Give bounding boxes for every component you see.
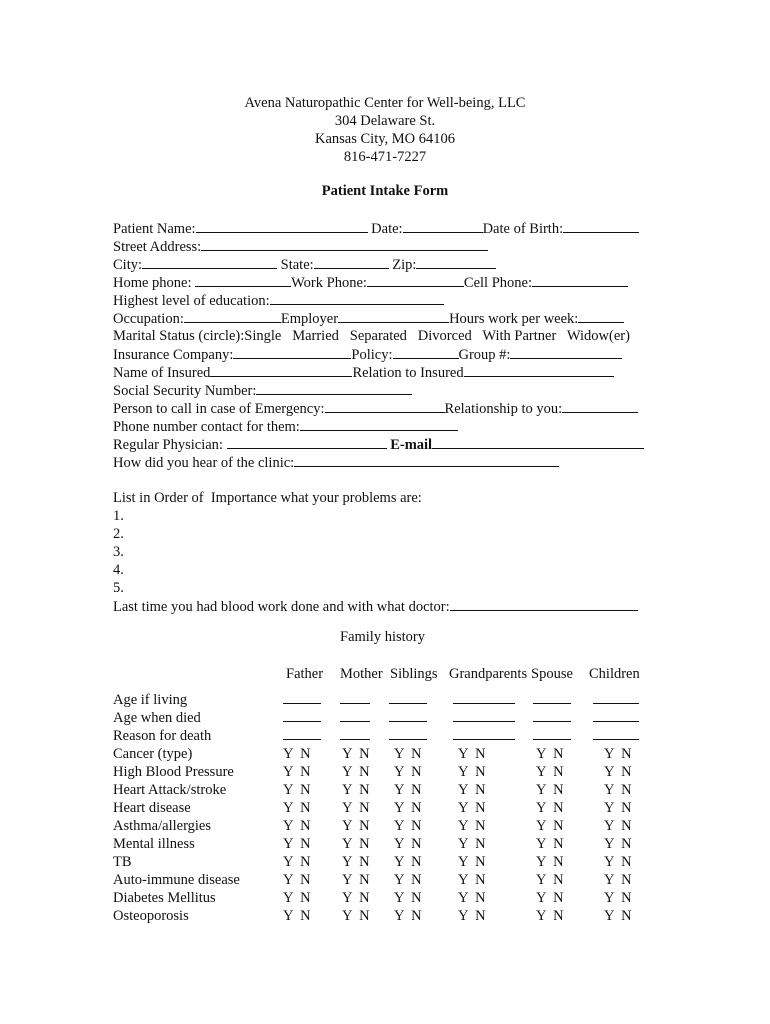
blank-field-children[interactable]: [593, 709, 639, 722]
form-title: Patient Intake Form: [321, 183, 449, 199]
yes-no-choice-siblings[interactable]: Y N: [394, 890, 422, 906]
relationship-label: Relationship to you:: [444, 401, 563, 417]
blank-field-children[interactable]: [593, 691, 639, 704]
education-field[interactable]: [270, 291, 444, 305]
yes-no-choice-mother[interactable]: Y N: [342, 746, 370, 762]
clinic-header: [0, 94, 770, 166]
yes-no-choice-father[interactable]: Y N: [283, 800, 311, 816]
column-header-children: Children: [589, 666, 640, 682]
ssn-row: [113, 381, 673, 399]
name-of-insured-label: Name of Insured: [113, 365, 211, 381]
column-header-grandparents: Grandparents: [449, 666, 528, 682]
yes-no-choice-spouse[interactable]: Y N: [536, 800, 564, 816]
date-label: Date:: [371, 221, 403, 237]
row-label: Heart Attack/stroke: [113, 782, 227, 798]
blank-field-siblings[interactable]: [389, 709, 427, 722]
family-history-row: [113, 853, 673, 871]
marital-status-row[interactable]: Marital Status (circle):Single Married Separated Divorced With Partner Widow(er): [113, 328, 630, 344]
problems-heading: List in Order of Importance what your problems are:: [113, 490, 422, 506]
yes-no-choice-mother[interactable]: Y N: [342, 854, 370, 870]
yes-no-choice-father[interactable]: Y N: [283, 818, 311, 834]
family-history-row: [113, 907, 673, 925]
column-header-siblings: Siblings: [390, 666, 438, 682]
yes-no-choice-father[interactable]: Y N: [283, 746, 311, 762]
yes-no-choice-spouse[interactable]: Y N: [536, 854, 564, 870]
problem-item-5[interactable]: 5.: [113, 580, 124, 596]
blank-field-father[interactable]: [283, 709, 321, 722]
zip-label: Zip:: [392, 257, 417, 273]
yes-no-choice-mother[interactable]: Y N: [342, 872, 370, 888]
yes-no-choice-children[interactable]: Y N: [604, 854, 632, 870]
yes-no-choice-siblings[interactable]: Y N: [394, 746, 422, 762]
regular-physician-field[interactable]: [227, 435, 387, 449]
column-header-father: Father: [286, 666, 324, 682]
family-history-row: [113, 763, 673, 781]
family-history-row: [113, 709, 673, 727]
email-field[interactable]: [432, 435, 644, 449]
home-phone-field[interactable]: [195, 273, 291, 287]
yes-no-choice-children[interactable]: Y N: [604, 800, 632, 816]
dob-field[interactable]: [563, 219, 639, 233]
blank-field-father[interactable]: [283, 691, 321, 704]
family-history-table: [113, 665, 673, 925]
heard-of-clinic-label: How did you hear of the clinic:: [113, 455, 295, 471]
blood-work-row: [113, 597, 673, 615]
cell-phone-label: Cell Phone:: [463, 275, 532, 291]
row-label: Osteoporosis: [113, 908, 189, 924]
blank-field-siblings[interactable]: [389, 691, 427, 704]
yes-no-choice-mother[interactable]: Y N: [342, 800, 370, 816]
column-header-spouse: Spouse: [531, 666, 573, 682]
city-row: [113, 255, 673, 273]
row-label: Mental illness: [113, 836, 195, 852]
blank-field-mother[interactable]: [340, 727, 370, 740]
yes-no-choice-siblings[interactable]: Y N: [394, 908, 422, 924]
emergency-row: [113, 399, 673, 417]
yes-no-choice-father[interactable]: Y N: [283, 890, 311, 906]
blank-field-spouse[interactable]: [533, 709, 571, 722]
yes-no-choice-siblings[interactable]: Y N: [394, 800, 422, 816]
yes-no-choice-mother[interactable]: Y N: [342, 908, 370, 924]
row-label: Reason for death: [113, 728, 212, 744]
yes-no-choice-spouse[interactable]: Y N: [536, 872, 564, 888]
yes-no-choice-mother[interactable]: Y N: [342, 818, 370, 834]
education-row: [113, 291, 673, 309]
insured-row: [113, 363, 673, 381]
family-history-row: [113, 889, 673, 907]
city-label: City:: [113, 257, 143, 273]
occupation-label: Occupation:: [113, 311, 184, 327]
yes-no-choice-mother[interactable]: Y N: [342, 836, 370, 852]
row-label: Age if living: [113, 692, 188, 708]
problem-item-3[interactable]: 3.: [113, 544, 124, 560]
yes-no-choice-mother[interactable]: Y N: [342, 764, 370, 780]
family-history-header-row: [113, 665, 673, 683]
yes-no-choice-siblings[interactable]: Y N: [394, 854, 422, 870]
phone-contact-field[interactable]: [300, 417, 458, 431]
family-history-row: [113, 799, 673, 817]
yes-no-choice-siblings[interactable]: Y N: [394, 782, 422, 798]
address-row: [113, 237, 673, 255]
yes-no-choice-siblings[interactable]: Y N: [394, 764, 422, 780]
heard-of-clinic-row: [113, 453, 673, 471]
employer-field[interactable]: [338, 309, 449, 323]
relation-to-insured-label: Relation to Insured: [352, 365, 464, 381]
blank-field-grandparents[interactable]: [453, 727, 515, 740]
family-history-title: Family history: [340, 629, 425, 645]
yes-no-choice-spouse[interactable]: Y N: [536, 746, 564, 762]
yes-no-choice-children[interactable]: Y N: [604, 818, 632, 834]
patient-name-label: Patient Name:: [113, 221, 196, 237]
email-label: E-mail: [390, 437, 433, 453]
blank-field-father[interactable]: [283, 727, 321, 740]
heard-of-clinic-field[interactable]: [294, 453, 559, 467]
blank-field-spouse[interactable]: [533, 727, 571, 740]
yes-no-choice-grandparents[interactable]: Y N: [458, 854, 486, 870]
relationship-field[interactable]: [562, 399, 638, 413]
yes-no-choice-spouse[interactable]: Y N: [536, 890, 564, 906]
insurance-company-label: Insurance Company:: [113, 347, 234, 363]
name-of-insured-field[interactable]: [210, 363, 352, 377]
yes-no-choice-siblings[interactable]: Y N: [394, 872, 422, 888]
family-history-row: [113, 835, 673, 853]
blood-work-label: Last time you had blood work done and with what doctor:: [113, 599, 450, 615]
yes-no-choice-grandparents[interactable]: Y N: [458, 800, 486, 816]
yes-no-choice-children[interactable]: Y N: [604, 782, 632, 798]
yes-no-choice-children[interactable]: Y N: [604, 890, 632, 906]
education-label: Highest level of education:: [113, 293, 270, 309]
yes-no-choice-spouse[interactable]: Y N: [536, 908, 564, 924]
ssn-label: Social Security Number:: [113, 383, 257, 399]
state-label: State:: [280, 257, 314, 273]
yes-no-choice-mother[interactable]: Y N: [342, 782, 370, 798]
row-label: Diabetes Mellitus: [113, 890, 216, 906]
yes-no-choice-grandparents[interactable]: Y N: [458, 782, 486, 798]
phone-row: [113, 273, 673, 291]
cell-phone-field[interactable]: [532, 273, 628, 287]
group-field[interactable]: [510, 345, 622, 359]
family-history-row: [113, 871, 673, 889]
problem-item-4[interactable]: 4.: [113, 562, 124, 578]
blood-work-field[interactable]: [450, 597, 638, 611]
yes-no-choice-spouse[interactable]: Y N: [536, 782, 564, 798]
phone-contact-label: Phone number contact for them:: [113, 419, 300, 435]
clinic-city: Kansas City, MO 64106: [314, 131, 456, 147]
row-label: Heart disease: [113, 800, 191, 816]
policy-label: Policy:: [351, 347, 393, 363]
yes-no-choice-children[interactable]: Y N: [604, 836, 632, 852]
blank-field-mother[interactable]: [340, 709, 370, 722]
row-label: Age when died: [113, 710, 201, 726]
problem-item-2[interactable]: 2.: [113, 526, 124, 542]
yes-no-choice-grandparents[interactable]: Y N: [458, 746, 486, 762]
regular-physician-label: Regular Physician:: [113, 437, 223, 453]
yes-no-choice-father[interactable]: Y N: [283, 764, 311, 780]
column-header-mother: Mother: [340, 666, 383, 682]
dob-label: Date of Birth:: [482, 221, 564, 237]
yes-no-choice-siblings[interactable]: Y N: [394, 836, 422, 852]
patient-info-section: [113, 219, 673, 615]
yes-no-choice-father[interactable]: Y N: [283, 872, 311, 888]
ssn-field[interactable]: [256, 381, 412, 395]
yes-no-choice-children[interactable]: Y N: [604, 746, 632, 762]
yes-no-choice-children[interactable]: Y N: [604, 908, 632, 924]
street-address-label: Street Address:: [113, 239, 202, 255]
insurance-row: [113, 345, 673, 363]
yes-no-choice-grandparents[interactable]: Y N: [458, 764, 486, 780]
patient-name-field[interactable]: [196, 219, 368, 233]
policy-field[interactable]: [393, 345, 459, 359]
hours-field[interactable]: [578, 309, 624, 323]
zip-field[interactable]: [416, 255, 496, 269]
yes-no-choice-siblings[interactable]: Y N: [394, 818, 422, 834]
yes-no-choice-children[interactable]: Y N: [604, 764, 632, 780]
row-label: Asthma/allergies: [113, 818, 211, 834]
family-history-row: [113, 691, 673, 709]
yes-no-choice-grandparents[interactable]: Y N: [458, 890, 486, 906]
blank-field-grandparents[interactable]: [453, 691, 515, 704]
row-label: High Blood Pressure: [113, 764, 234, 780]
yes-no-choice-spouse[interactable]: Y N: [536, 836, 564, 852]
yes-no-choice-father[interactable]: Y N: [283, 908, 311, 924]
yes-no-choice-spouse[interactable]: Y N: [536, 818, 564, 834]
family-history-row: [113, 745, 673, 763]
home-phone-label: Home phone:: [113, 275, 192, 291]
street-address-field[interactable]: [201, 237, 488, 251]
occupation-field[interactable]: [184, 309, 281, 323]
yes-no-choice-grandparents[interactable]: Y N: [458, 908, 486, 924]
yes-no-choice-mother[interactable]: Y N: [342, 890, 370, 906]
phone-contact-row: [113, 417, 673, 435]
blank-field-siblings[interactable]: [389, 727, 427, 740]
yes-no-choice-father[interactable]: Y N: [283, 854, 311, 870]
row-label: TB: [113, 854, 132, 870]
row-label: Cancer (type): [113, 746, 193, 762]
name-row: [113, 219, 673, 237]
blank-field-grandparents[interactable]: [453, 709, 515, 722]
clinic-phone: 816-471-7227: [343, 149, 427, 165]
date-field[interactable]: [403, 219, 483, 233]
yes-no-choice-grandparents[interactable]: Y N: [458, 836, 486, 852]
row-label: Auto-immune disease: [113, 872, 240, 888]
yes-no-choice-grandparents[interactable]: Y N: [458, 872, 486, 888]
family-history-row: [113, 817, 673, 835]
emergency-contact-label: Person to call in case of Emergency:: [113, 401, 325, 417]
yes-no-choice-grandparents[interactable]: Y N: [458, 818, 486, 834]
hours-label: Hours work per week:: [449, 311, 579, 327]
yes-no-choice-father[interactable]: Y N: [283, 782, 311, 798]
blank-field-spouse[interactable]: [533, 691, 571, 704]
yes-no-choice-children[interactable]: Y N: [604, 872, 632, 888]
problem-item-1[interactable]: 1.: [113, 508, 124, 524]
group-label: Group #:: [458, 347, 511, 363]
work-phone-label: Work Phone:: [291, 275, 367, 291]
family-history-row: [113, 727, 673, 745]
family-history-row: [113, 781, 673, 799]
occupation-row: [113, 309, 673, 327]
physician-row: [113, 435, 673, 453]
blank-field-children[interactable]: [593, 727, 639, 740]
blank-field-mother[interactable]: [340, 691, 370, 704]
employer-label: Employer: [280, 311, 339, 327]
city-field[interactable]: [142, 255, 277, 269]
clinic-street: 304 Delaware St.: [334, 113, 436, 129]
work-phone-field[interactable]: [367, 273, 464, 287]
clinic-name: Avena Naturopathic Center for Well-being, LLC: [244, 95, 526, 111]
yes-no-choice-father[interactable]: Y N: [283, 836, 311, 852]
relation-to-insured-field[interactable]: [464, 363, 614, 377]
state-field[interactable]: [314, 255, 389, 269]
yes-no-choice-spouse[interactable]: Y N: [536, 764, 564, 780]
emergency-contact-field[interactable]: [325, 399, 445, 413]
insurance-company-field[interactable]: [233, 345, 351, 359]
